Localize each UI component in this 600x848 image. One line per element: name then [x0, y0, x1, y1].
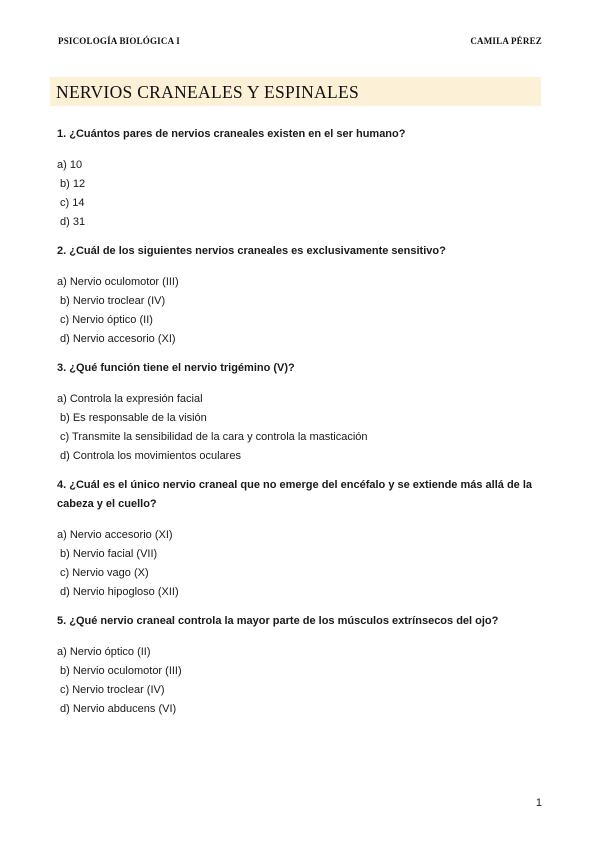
question-text: 2. ¿Cuál de los siguientes nervios craneales es exclusivamente sensitivo? — [57, 245, 446, 257]
option-b: b) Nervio facial (VII) — [60, 548, 158, 560]
question-text: 5. ¿Qué nervio craneal controla la mayor parte de los músculos extrínsecos del ojo? — [57, 615, 499, 627]
option-b: b) Es responsable de la visión — [60, 412, 207, 424]
option-c: c) Nervio troclear (IV) — [60, 684, 165, 696]
option-a: a) Nervio oculomotor (III) — [57, 276, 179, 288]
option-d: d) Nervio accesorio (XI) — [60, 333, 176, 345]
option-d: d) 31 — [60, 216, 86, 228]
option-c: c) 14 — [60, 197, 85, 209]
option-b: b) Nervio troclear (IV) — [60, 295, 166, 307]
title-band — [50, 77, 541, 106]
question-block-1 — [57, 125, 545, 232]
question-list — [57, 125, 545, 729]
option-a: a) Controla la expresión facial — [57, 393, 203, 405]
question-text: 4. ¿Cuál es el único nervio craneal que no emerge del encéfalo y se extiende más allá de la cabeza y el cuello? — [57, 479, 533, 510]
option-d: d) Nervio hipogloso (XII) — [60, 586, 179, 598]
option-a: a) Nervio accesorio (XI) — [57, 529, 173, 541]
page-title: NERVIOS CRANEALES Y ESPINALES — [56, 82, 360, 102]
option-a: a) Nervio óptico (II) — [57, 646, 151, 658]
question-text: 3. ¿Qué función tiene el nervio trigémino (V)? — [57, 362, 295, 374]
header-author: CAMILA PÉREZ — [470, 36, 542, 46]
option-a: a) 10 — [57, 159, 83, 171]
question-block-2 — [57, 242, 545, 349]
option-d: d) Nervio abducens (VI) — [60, 703, 177, 715]
question-block-5 — [57, 612, 545, 719]
page-number: 1 — [535, 797, 542, 809]
option-d: d) Controla los movimientos oculares — [60, 450, 241, 462]
question-block-3 — [57, 359, 545, 466]
question-text: 1. ¿Cuántos pares de nervios craneales existen en el ser humano? — [57, 128, 406, 140]
option-b: b) Nervio oculomotor (III) — [60, 665, 182, 677]
option-c: c) Transmite la sensibilidad de la cara y controla la masticación — [60, 431, 368, 443]
header-course: PSICOLOGÍA BIOLÓGICA I — [58, 36, 180, 46]
option-b: b) 12 — [60, 178, 86, 190]
option-c: c) Nervio óptico (II) — [60, 314, 153, 326]
option-c: c) Nervio vago (X) — [60, 567, 149, 579]
question-block-4 — [57, 476, 545, 602]
